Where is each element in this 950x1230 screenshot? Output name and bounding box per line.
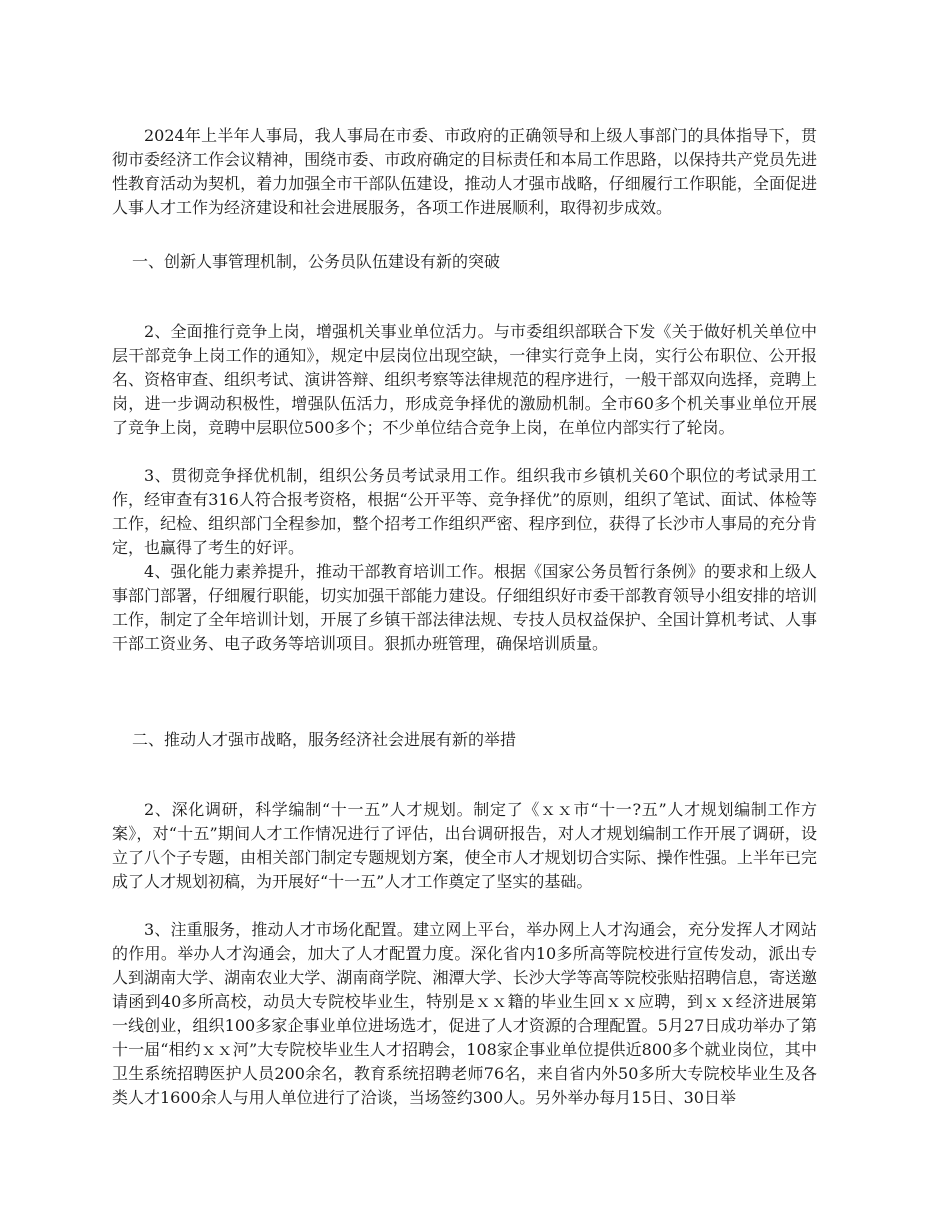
section-1-paragraph-3: 3、贯彻竞争择优机制，组织公务员考试录用工作。组织我市乡镇机关60个职位的考试录用工作，经审查有316人符合报考资格，根据“公开平等、竞争择优”的原则，组织了笔试、面试、体检等工作，纪检、组织部门全程参加，整个招考工作组织严密、程序到位，获得了长沙市人事局的充分肯定，也赢得了考生的好评。 — [112, 466, 817, 557]
section-2-paragraph-3: 3、注重服务，推动人才市场化配置。建立网上平台，举办网上人才沟通会，充分发挥人才网站的作用。举办人才沟通会，加大了人才配置力度。深化省内10多所高等院校进行宣传发动，派出专人到湖南大学、湖南农业大学、湖南商学院、湘潭大学、长沙大学等高等院校张贴招聘信息，寄送邀请函到40多所高校，动员大专院校毕业生，特别是ｘｘ籍的毕业生回ｘｘ应聘，到ｘｘ经济进展第一线创业，组织100多家企事业单位进场选才，促进了人才资源的合理配置。5月27日成功举办了第十一届“相约ｘｘ河”大专院校毕业生人才招聘会，108家企事业单位提供近800多个就业岗位，其中卫生系统招聘医护人员200余名，教育系统招聘老师76名，来自省内外50多所大专院校毕业生及各类人才1600余人与用人单位进行了洽谈，当场签约300人。另外举办每月15日、30日举 — [112, 920, 817, 1107]
section-2-heading: 二、推动人才强市战略，服务经济社会进展有新的举措 — [132, 730, 517, 749]
section-1-heading: 一、创新人事管理机制，公务员队伍建设有新的突破 — [132, 252, 501, 271]
section-1-paragraph-4: 4、强化能力素养提升，推动干部教育培训工作。根据《国家公务员暂行条例》的要求和上级人事部门部署，仔细履行职能，切实加强干部能力建设。仔细组织好市委干部教育领导小组安排的培训工作，制定了全年培训计划，开展了乡镇干部法律法规、专技人员权益保护、全国计算机考试、人事干部工资业务、电子政务等培训项目。狠抓办班管理，确保培训质量。 — [112, 562, 817, 653]
section-2-paragraph-2: 2、深化调研，科学编制“十一五”人才规划。制定了《ｘｘ市“十一?五”人才规划编制工作方案》，对“十五”期间人才工作情况进行了评估，出台调研报告，对人才规划编制工作开展了调研，设立了八个子专题，由相关部门制定专题规划方案，使全市人才规划切合实际、操作性强。上半年已完成了人才规划初稿，为开展好“十一五”人才工作奠定了坚实的基础。 — [112, 800, 817, 891]
intro-paragraph: 2024年上半年人事局，我人事局在市委、市政府的正确领导和上级人事部门的具体指导下，贯彻市委经济工作会议精神，围绕市委、市政府确定的目标责任和本局工作思路，以保持共产党员先进性教育活动为契机，着力加强全市干部队伍建设，推动人才强市战略，仔细履行工作职能，全面促进人事人才工作为经济建设和社会进展服务，各项工作进展顺利，取得初步成效。 — [112, 126, 817, 217]
section-1-paragraph-2: 2、全面推行竞争上岗，增强机关事业单位活力。与市委组织部联合下发《关于做好机关单位中层干部竞争上岗工作的通知》，规定中层岗位出现空缺，一律实行竞争上岗，实行公布职位、公开报名、资格审查、组织考试、演讲答辩、组织考察等法律规范的程序进行，一般干部双向选择，竞聘上岗，进一步调动积极性，增强队伍活力，形成竞争择优的激励机制。全市60多个机关事业单位开展了竞争上岗，竞聘中层职位500多个；不少单位结合竞争上岗，在单位内部实行了轮岗。 — [112, 322, 817, 437]
